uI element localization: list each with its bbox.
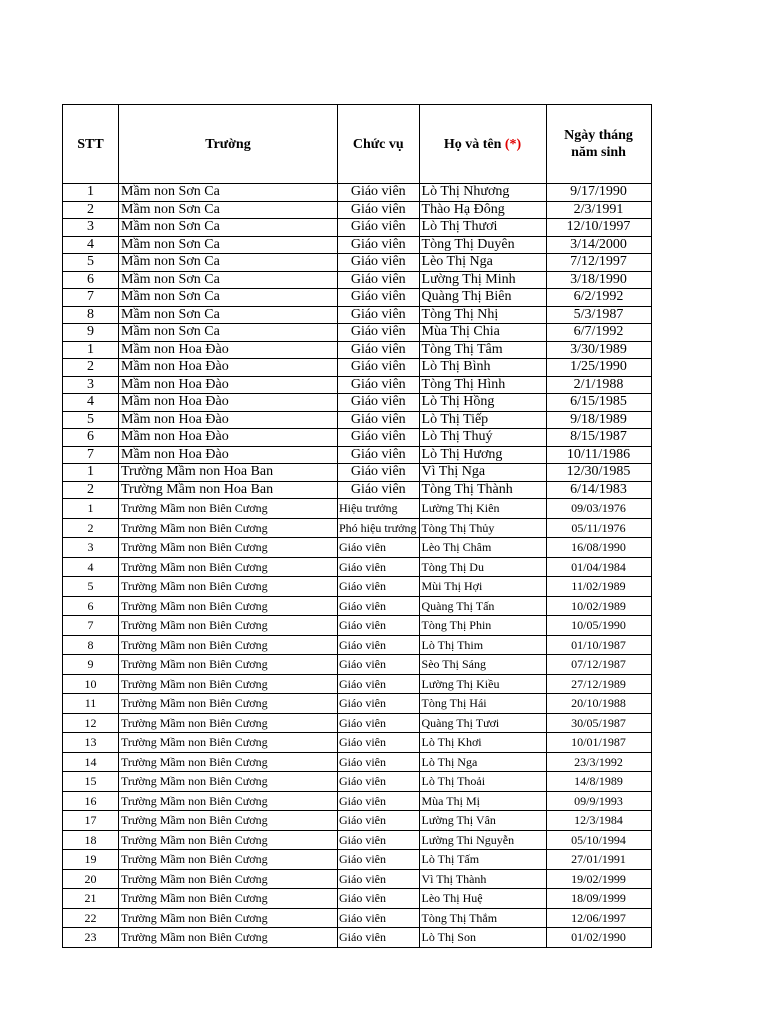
cell-school[interactable]: Mầm non Hoa Đào (119, 359, 338, 377)
cell-name[interactable]: Lò Thị Hương (419, 446, 546, 464)
cell-dob[interactable]: 19/02/1999 (546, 869, 651, 889)
cell-role[interactable]: Giáo viên (338, 772, 420, 792)
cell-role[interactable]: Giáo viên (338, 254, 420, 272)
header-dob-line2: năm sinh (571, 145, 626, 160)
cell-name[interactable]: Lèo Thị Huệ (419, 889, 546, 909)
cell-role[interactable]: Giáo viên (338, 596, 420, 616)
table-body (63, 184, 652, 948)
cell-role[interactable]: Giáo viên (338, 616, 420, 636)
cell-school[interactable]: Trường Mầm non Biên Cương (119, 928, 338, 948)
cell-school[interactable]: Trường Mầm non Biên Cương (119, 811, 338, 831)
cell-school[interactable]: Trường Mầm non Biên Cương (119, 635, 338, 655)
cell-role[interactable]: Giáo viên (338, 791, 420, 811)
cell-name[interactable]: Lường Thị Minh (419, 271, 546, 289)
cell-school[interactable]: Trường Mầm non Biên Cương (119, 499, 338, 519)
cell-stt[interactable]: 1 (63, 184, 119, 202)
cell-stt[interactable]: 20 (63, 869, 119, 889)
cell-school[interactable]: Mầm non Sơn Ca (119, 289, 338, 307)
cell-dob[interactable]: 09/03/1976 (546, 499, 651, 519)
header-row (63, 105, 652, 184)
cell-school[interactable]: Trường Mầm non Biên Cương (119, 752, 338, 772)
cell-name[interactable]: Vì Thị Thành (419, 869, 546, 889)
cell-name[interactable]: Quàng Thị Tươi (419, 713, 546, 733)
cell-name[interactable]: Lò Thị Khơi (419, 733, 546, 753)
cell-dob[interactable]: 09/9/1993 (546, 791, 651, 811)
cell-role[interactable]: Giáo viên (338, 359, 420, 377)
cell-role[interactable]: Giáo viên (338, 429, 420, 447)
cell-name[interactable]: Lèo Thị Châm (419, 538, 546, 558)
cell-name[interactable]: Tòng Thị Hình (419, 376, 546, 394)
cell-stt[interactable]: 1 (63, 464, 119, 482)
cell-name[interactable]: Quàng Thị Tấn (419, 596, 546, 616)
table-row (63, 359, 652, 377)
cell-dob[interactable]: 10/02/1989 (546, 596, 651, 616)
header-name-label: Họ và tên (443, 136, 502, 152)
cell-name[interactable]: Lò Thị Bình (419, 359, 546, 377)
cell-stt[interactable]: 1 (63, 341, 119, 359)
table-row (63, 869, 652, 889)
cell-stt[interactable]: 6 (63, 271, 119, 289)
table-row (63, 811, 652, 831)
cell-role[interactable]: Giáo viên (338, 376, 420, 394)
cell-name[interactable]: Lò Thị Hồng (419, 394, 546, 412)
cell-dob[interactable]: 6/7/1992 (546, 324, 651, 342)
cell-dob[interactable]: 01/04/1984 (546, 557, 651, 577)
cell-school[interactable]: Mầm non Sơn Ca (119, 324, 338, 342)
cell-dob[interactable]: 2/1/1988 (546, 376, 651, 394)
cell-school[interactable]: Trường Mầm non Biên Cương (119, 869, 338, 889)
cell-role[interactable]: Giáo viên (338, 928, 420, 948)
cell-school[interactable]: Mầm non Sơn Ca (119, 236, 338, 254)
cell-role[interactable]: Phó hiệu trưởng (338, 518, 420, 538)
table-row (63, 481, 652, 499)
cell-stt[interactable]: 2 (63, 201, 119, 219)
table-row (63, 289, 652, 307)
cell-role[interactable]: Giáo viên (338, 850, 420, 870)
cell-role[interactable]: Giáo viên (338, 557, 420, 577)
cell-stt[interactable]: 7 (63, 616, 119, 636)
cell-school[interactable]: Trường Mầm non Biên Cương (119, 772, 338, 792)
cell-name[interactable]: Lường Thị Kiên (419, 499, 546, 519)
cell-role[interactable]: Giáo viên (338, 694, 420, 714)
cell-name[interactable]: Lò Thị Thim (419, 635, 546, 655)
cell-school[interactable]: Trường Mầm non Hoa Ban (119, 464, 338, 482)
cell-school[interactable]: Mầm non Hoa Đào (119, 341, 338, 359)
cell-name[interactable]: Tòng Thị Thành (419, 481, 546, 499)
table-row (63, 850, 652, 870)
cell-role[interactable]: Giáo viên (338, 635, 420, 655)
cell-stt[interactable]: 5 (63, 411, 119, 429)
cell-dob[interactable]: 27/01/1991 (546, 850, 651, 870)
cell-stt[interactable]: 8 (63, 635, 119, 655)
cell-stt[interactable]: 21 (63, 889, 119, 909)
cell-school[interactable]: Trường Mầm non Biên Cương (119, 616, 338, 636)
cell-name[interactable]: Lèo Thị Nga (419, 254, 546, 272)
cell-stt[interactable]: 4 (63, 557, 119, 577)
cell-school[interactable]: Mầm non Sơn Ca (119, 271, 338, 289)
cell-name[interactable]: Tòng Thị Du (419, 557, 546, 577)
table-row (63, 577, 652, 597)
table-row (63, 928, 652, 948)
cell-name[interactable]: Lò Thị Tiếp (419, 411, 546, 429)
cell-stt[interactable]: 3 (63, 538, 119, 558)
table-row (63, 752, 652, 772)
cell-stt[interactable]: 7 (63, 289, 119, 307)
cell-name[interactable]: Tòng Thị Thắm (419, 908, 546, 928)
cell-name[interactable]: Tòng Thị Hái (419, 694, 546, 714)
cell-role[interactable]: Giáo viên (338, 577, 420, 597)
spreadsheet-sheet (62, 104, 652, 948)
cell-role[interactable]: Giáo viên (338, 289, 420, 307)
header-name[interactable] (419, 105, 546, 184)
cell-stt[interactable]: 4 (63, 236, 119, 254)
cell-stt[interactable]: 2 (63, 518, 119, 538)
cell-school[interactable]: Mầm non Sơn Ca (119, 254, 338, 272)
cell-dob[interactable]: 2/3/1991 (546, 201, 651, 219)
required-marker: (*) (504, 136, 522, 152)
cell-name[interactable]: Lường Thi Nguyễn (419, 830, 546, 850)
header-stt[interactable]: STT (63, 105, 119, 184)
cell-school[interactable]: Mầm non Hoa Đào (119, 411, 338, 429)
cell-stt[interactable]: 3 (63, 219, 119, 237)
cell-school[interactable]: Trường Mầm non Biên Cương (119, 713, 338, 733)
cell-stt[interactable]: 22 (63, 908, 119, 928)
cell-role[interactable]: Giáo viên (338, 236, 420, 254)
table-row (63, 674, 652, 694)
table-row (63, 694, 652, 714)
cell-school[interactable]: Mầm non Hoa Đào (119, 394, 338, 412)
cell-dob[interactable]: 6/14/1983 (546, 481, 651, 499)
cell-dob[interactable]: 10/11/1986 (546, 446, 651, 464)
table-row (63, 271, 652, 289)
cell-dob[interactable]: 9/17/1990 (546, 184, 651, 202)
cell-name[interactable]: Lò Thị Thươi (419, 219, 546, 237)
cell-school[interactable]: Mầm non Hoa Đào (119, 376, 338, 394)
header-dob-line1: Ngày tháng (564, 128, 633, 143)
cell-stt[interactable]: 3 (63, 376, 119, 394)
table-row (63, 254, 652, 272)
cell-school[interactable]: Trường Mầm non Biên Cương (119, 850, 338, 870)
cell-stt[interactable]: 8 (63, 306, 119, 324)
cell-name[interactable]: Tòng Thị Tâm (419, 341, 546, 359)
cell-dob[interactable]: 3/30/1989 (546, 341, 651, 359)
cell-stt[interactable]: 16 (63, 791, 119, 811)
table-row (63, 635, 652, 655)
cell-stt[interactable]: 15 (63, 772, 119, 792)
table-row (63, 219, 652, 237)
cell-role[interactable]: Giáo viên (338, 271, 420, 289)
cell-dob[interactable]: 8/15/1987 (546, 429, 651, 447)
cell-school[interactable]: Trường Mầm non Hoa Ban (119, 481, 338, 499)
cell-dob[interactable]: 6/15/1985 (546, 394, 651, 412)
cell-stt[interactable]: 12 (63, 713, 119, 733)
cell-role[interactable]: Giáo viên (338, 324, 420, 342)
cell-name[interactable]: Tòng Thị Phin (419, 616, 546, 636)
cell-name[interactable]: Mùa Thị Chia (419, 324, 546, 342)
table-row (63, 655, 652, 675)
cell-school[interactable]: Trường Mầm non Biên Cương (119, 538, 338, 558)
cell-school[interactable]: Trường Mầm non Biên Cương (119, 655, 338, 675)
cell-role[interactable]: Giáo viên (338, 830, 420, 850)
cell-dob[interactable]: 23/3/1992 (546, 752, 651, 772)
cell-stt[interactable]: 6 (63, 596, 119, 616)
cell-role[interactable]: Hiệu trưởng (338, 499, 420, 519)
cell-role[interactable]: Giáo viên (338, 446, 420, 464)
cell-stt[interactable]: 14 (63, 752, 119, 772)
cell-role[interactable]: Giáo viên (338, 713, 420, 733)
cell-school[interactable]: Trường Mầm non Biên Cương (119, 596, 338, 616)
cell-stt[interactable]: 17 (63, 811, 119, 831)
cell-name[interactable]: Lường Thị Vân (419, 811, 546, 831)
cell-dob[interactable]: 5/3/1987 (546, 306, 651, 324)
cell-school[interactable]: Mầm non Sơn Ca (119, 184, 338, 202)
table-row (63, 324, 652, 342)
cell-role[interactable]: Giáo viên (338, 394, 420, 412)
table-row (63, 411, 652, 429)
cell-dob[interactable]: 12/06/1997 (546, 908, 651, 928)
cell-stt[interactable]: 18 (63, 830, 119, 850)
cell-dob[interactable]: 10/05/1990 (546, 616, 651, 636)
cell-stt[interactable]: 5 (63, 254, 119, 272)
cell-role[interactable]: Giáo viên (338, 655, 420, 675)
cell-stt[interactable]: 10 (63, 674, 119, 694)
cell-stt[interactable]: 9 (63, 324, 119, 342)
table-row (63, 908, 652, 928)
cell-role[interactable]: Giáo viên (338, 464, 420, 482)
cell-name[interactable]: Lò Thị Tấm (419, 850, 546, 870)
cell-role[interactable]: Giáo viên (338, 219, 420, 237)
cell-school[interactable]: Trường Mầm non Biên Cương (119, 908, 338, 928)
cell-role[interactable]: Giáo viên (338, 733, 420, 753)
table-row (63, 772, 652, 792)
cell-role[interactable]: Giáo viên (338, 811, 420, 831)
cell-stt[interactable]: 1 (63, 499, 119, 519)
cell-name[interactable]: Quàng Thị Biên (419, 289, 546, 307)
cell-school[interactable]: Mầm non Hoa Đào (119, 446, 338, 464)
cell-name[interactable]: Thào Hạ Đông (419, 201, 546, 219)
table-row (63, 376, 652, 394)
table-row (63, 791, 652, 811)
table-row (63, 830, 652, 850)
cell-dob[interactable]: 30/05/1987 (546, 713, 651, 733)
table-row (63, 464, 652, 482)
cell-role[interactable]: Giáo viên (338, 752, 420, 772)
table-row (63, 306, 652, 324)
cell-name[interactable]: Lò Thị Nga (419, 752, 546, 772)
table-row (63, 713, 652, 733)
cell-stt[interactable]: 9 (63, 655, 119, 675)
table-row (63, 236, 652, 254)
cell-stt[interactable]: 4 (63, 394, 119, 412)
cell-dob[interactable]: 12/30/1985 (546, 464, 651, 482)
cell-dob[interactable]: 01/02/1990 (546, 928, 651, 948)
cell-role[interactable]: Giáo viên (338, 306, 420, 324)
cell-name[interactable]: Lò Thị Thoải (419, 772, 546, 792)
cell-school[interactable]: Mầm non Sơn Ca (119, 201, 338, 219)
table-row (63, 341, 652, 359)
cell-stt[interactable]: 2 (63, 359, 119, 377)
table-row (63, 596, 652, 616)
table-row (63, 733, 652, 753)
cell-name[interactable]: Mùi Thị Hợi (419, 577, 546, 597)
cell-school[interactable]: Trường Mầm non Biên Cương (119, 791, 338, 811)
table-row (63, 429, 652, 447)
cell-name[interactable]: Vì Thị Nga (419, 464, 546, 482)
table-row (63, 557, 652, 577)
cell-dob[interactable]: 3/14/2000 (546, 236, 651, 254)
cell-dob[interactable]: 16/08/1990 (546, 538, 651, 558)
cell-name[interactable]: Tòng Thị Duyên (419, 236, 546, 254)
cell-stt[interactable]: 13 (63, 733, 119, 753)
cell-stt[interactable]: 11 (63, 694, 119, 714)
table-row (63, 538, 652, 558)
header-role[interactable]: Chức vụ (338, 105, 420, 184)
cell-dob[interactable]: 12/10/1997 (546, 219, 651, 237)
cell-name[interactable]: Lò Thị Nhương (419, 184, 546, 202)
cell-school[interactable]: Trường Mầm non Biên Cương (119, 674, 338, 694)
cell-dob[interactable]: 18/09/1999 (546, 889, 651, 909)
cell-dob[interactable]: 01/10/1987 (546, 635, 651, 655)
cell-dob[interactable]: 05/10/1994 (546, 830, 651, 850)
cell-role[interactable]: Giáo viên (338, 869, 420, 889)
table-row (63, 446, 652, 464)
cell-school[interactable]: Mầm non Hoa Đào (119, 429, 338, 447)
cell-dob[interactable]: 27/12/1989 (546, 674, 651, 694)
cell-name[interactable]: Tòng Thị Nhị (419, 306, 546, 324)
cell-school[interactable]: Mầm non Sơn Ca (119, 306, 338, 324)
cell-dob[interactable]: 6/2/1992 (546, 289, 651, 307)
cell-name[interactable]: Mùa Thị Mị (419, 791, 546, 811)
cell-stt[interactable]: 7 (63, 446, 119, 464)
cell-role[interactable]: Giáo viên (338, 538, 420, 558)
cell-dob[interactable]: 10/01/1987 (546, 733, 651, 753)
cell-name[interactable]: Lò Thị Thuý (419, 429, 546, 447)
cell-dob[interactable]: 20/10/1988 (546, 694, 651, 714)
table-row (63, 184, 652, 202)
header-dob[interactable] (546, 105, 651, 184)
table-row (63, 518, 652, 538)
cell-school[interactable]: Mầm non Sơn Ca (119, 219, 338, 237)
cell-school[interactable]: Trường Mầm non Biên Cương (119, 733, 338, 753)
cell-dob[interactable]: 1/25/1990 (546, 359, 651, 377)
cell-stt[interactable]: 6 (63, 429, 119, 447)
table-row (63, 499, 652, 519)
cell-school[interactable]: Trường Mầm non Biên Cương (119, 577, 338, 597)
cell-stt[interactable]: 2 (63, 481, 119, 499)
cell-role[interactable]: Giáo viên (338, 889, 420, 909)
cell-role[interactable]: Giáo viên (338, 201, 420, 219)
cell-role[interactable]: Giáo viên (338, 481, 420, 499)
cell-name[interactable]: Lường Thị Kiều (419, 674, 546, 694)
header-school[interactable]: Trường (119, 105, 338, 184)
cell-dob[interactable]: 9/18/1989 (546, 411, 651, 429)
cell-dob[interactable]: 14/8/1989 (546, 772, 651, 792)
cell-name[interactable]: Lò Thị Son (419, 928, 546, 948)
cell-name[interactable]: Sèo Thị Sáng (419, 655, 546, 675)
cell-role[interactable]: Giáo viên (338, 908, 420, 928)
cell-stt[interactable]: 23 (63, 928, 119, 948)
cell-dob[interactable]: 11/02/1989 (546, 577, 651, 597)
cell-role[interactable]: Giáo viên (338, 411, 420, 429)
table-row (63, 201, 652, 219)
cell-dob[interactable]: 7/12/1997 (546, 254, 651, 272)
cell-dob[interactable]: 3/18/1990 (546, 271, 651, 289)
table-row (63, 616, 652, 636)
table-row (63, 889, 652, 909)
cell-stt[interactable]: 19 (63, 850, 119, 870)
cell-name[interactable]: Tòng Thị Thủy (419, 518, 546, 538)
cell-dob[interactable]: 12/3/1984 (546, 811, 651, 831)
cell-school[interactable]: Trường Mầm non Biên Cương (119, 830, 338, 850)
cell-dob[interactable]: 07/12/1987 (546, 655, 651, 675)
cell-school[interactable]: Trường Mầm non Biên Cương (119, 694, 338, 714)
cell-stt[interactable]: 5 (63, 577, 119, 597)
cell-role[interactable]: Giáo viên (338, 341, 420, 359)
cell-school[interactable]: Trường Mầm non Biên Cương (119, 518, 338, 538)
cell-dob[interactable]: 05/11/1976 (546, 518, 651, 538)
cell-role[interactable]: Giáo viên (338, 184, 420, 202)
cell-role[interactable]: Giáo viên (338, 674, 420, 694)
cell-school[interactable]: Trường Mầm non Biên Cương (119, 557, 338, 577)
cell-school[interactable]: Trường Mầm non Biên Cương (119, 889, 338, 909)
table-row (63, 394, 652, 412)
staff-table (62, 104, 652, 948)
